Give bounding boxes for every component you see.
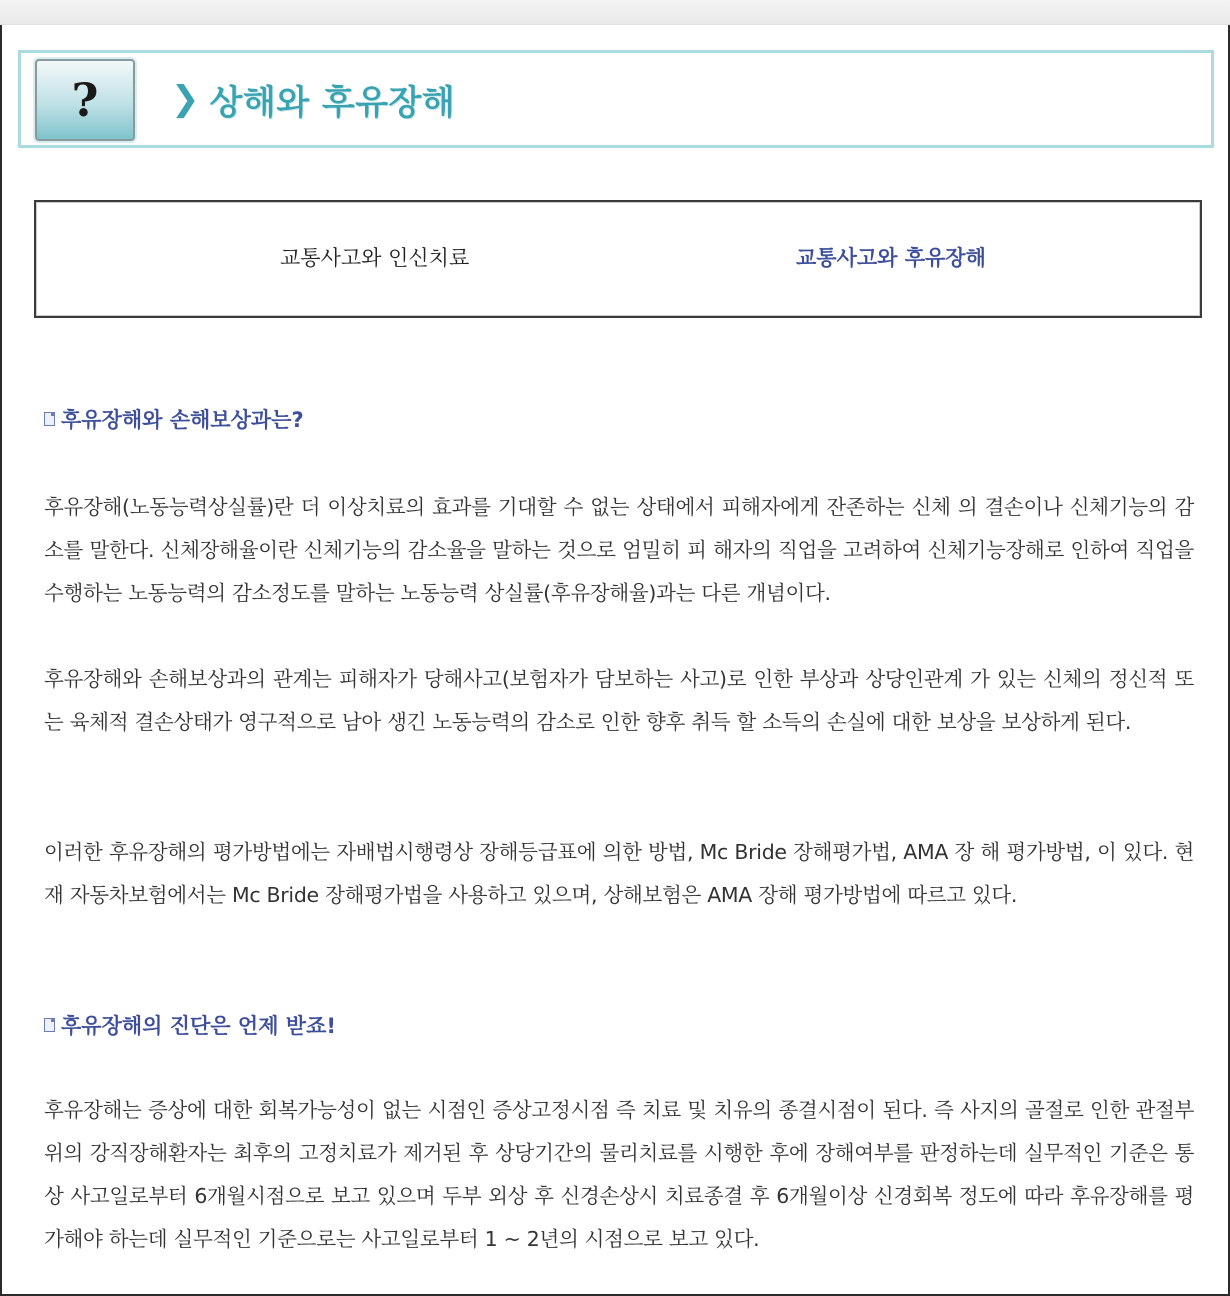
paragraph-1: 후유장해(노동능력상실률)란 더 이상치료의 효과를 기대할 수 없는 상태에서 피해자에게 잔존하는 신체 의 결손이나 신체기능의 감소를 말한다. 신체장해율이란 신체기능의 감소율을 말하는 것으로 엄밀히 피 해자의 직업을 고려하여 신체기능장해로 인하여 직업을 수행하는 노동능력의 감소정도를 말하는 노동능력 상실률(후유장해율)과는 다른 개념이다. <box>44 495 1194 605</box>
document-icon <box>44 412 55 426</box>
document-icon <box>44 1018 55 1032</box>
tab-aftereffect-disability[interactable]: 교통사고와 후유장해 <box>796 246 986 270</box>
page-title: 상해와 후유장해 <box>209 82 456 123</box>
paragraph-3: 이러한 후유장해의 평가방법에는 자배법시행령상 장해등급표에 의한 방법, Mc Bride 장해평가법, AMA 장 해 평가방법, 이 있다. 현재 자동차보험에서는 Mc Bride 장해평가법을 사용하고 있으며, 상해보험은 AMA 장해 평가방법에 따르고 있다. <box>44 840 1194 907</box>
paragraph-4: 후유장해는 증상에 대한 회복가능성이 없는 시점인 증상고정시점 즉 치료 및 치유의 종결시점이 된다. 즉 사지의 골절로 인한 관절부위의 강직장해환자는 최후의 고정치료가 제거된 후 상당기간의 물리치료를 시행한 후에 장해여부를 판정하는데 실무적인 기준은 통상 사고일로부터 6개월시점으로 보고 있으며 두부 외상 후 신경손상시 치료종결 후 6개월이상 신경회복 정도에 따라 후유장해를 평가해야 하는데 실무적인 기준으로는 사고일로부터 1 ~ 2년의 시점으로 보고 있다. <box>44 1098 1194 1251</box>
chevron-right-icon: ❯ <box>171 79 200 119</box>
section-heading-2 <box>44 1010 336 1040</box>
page-header <box>18 50 1214 148</box>
question-icon-glyph: ? <box>71 73 99 127</box>
section-heading-1 <box>44 404 304 434</box>
tab-injury-treatment[interactable]: 교통사고와 인신치료 <box>280 246 470 270</box>
question-icon <box>35 59 135 141</box>
paragraph-2: 후유장해와 손해보상과의 관계는 피해자가 당해사고(보험자가 담보하는 사고)로 인한 부상과 상당인관계 가 있는 신체의 정신적 또는 육체적 결손상태가 영구적으로 남아 생긴 노동능력의 감소로 인한 향후 취득 할 소득의 손실에 대한 보상을 보상하게 된다. <box>44 667 1194 734</box>
page-title-wrap <box>171 73 455 125</box>
section-heading-1-text: 후유장해와 손해보상과는? <box>61 408 304 432</box>
top-strip <box>0 0 1230 25</box>
tab-bar <box>34 200 1202 318</box>
section-heading-2-text: 후유장해의 진단은 언제 받죠! <box>61 1014 336 1038</box>
